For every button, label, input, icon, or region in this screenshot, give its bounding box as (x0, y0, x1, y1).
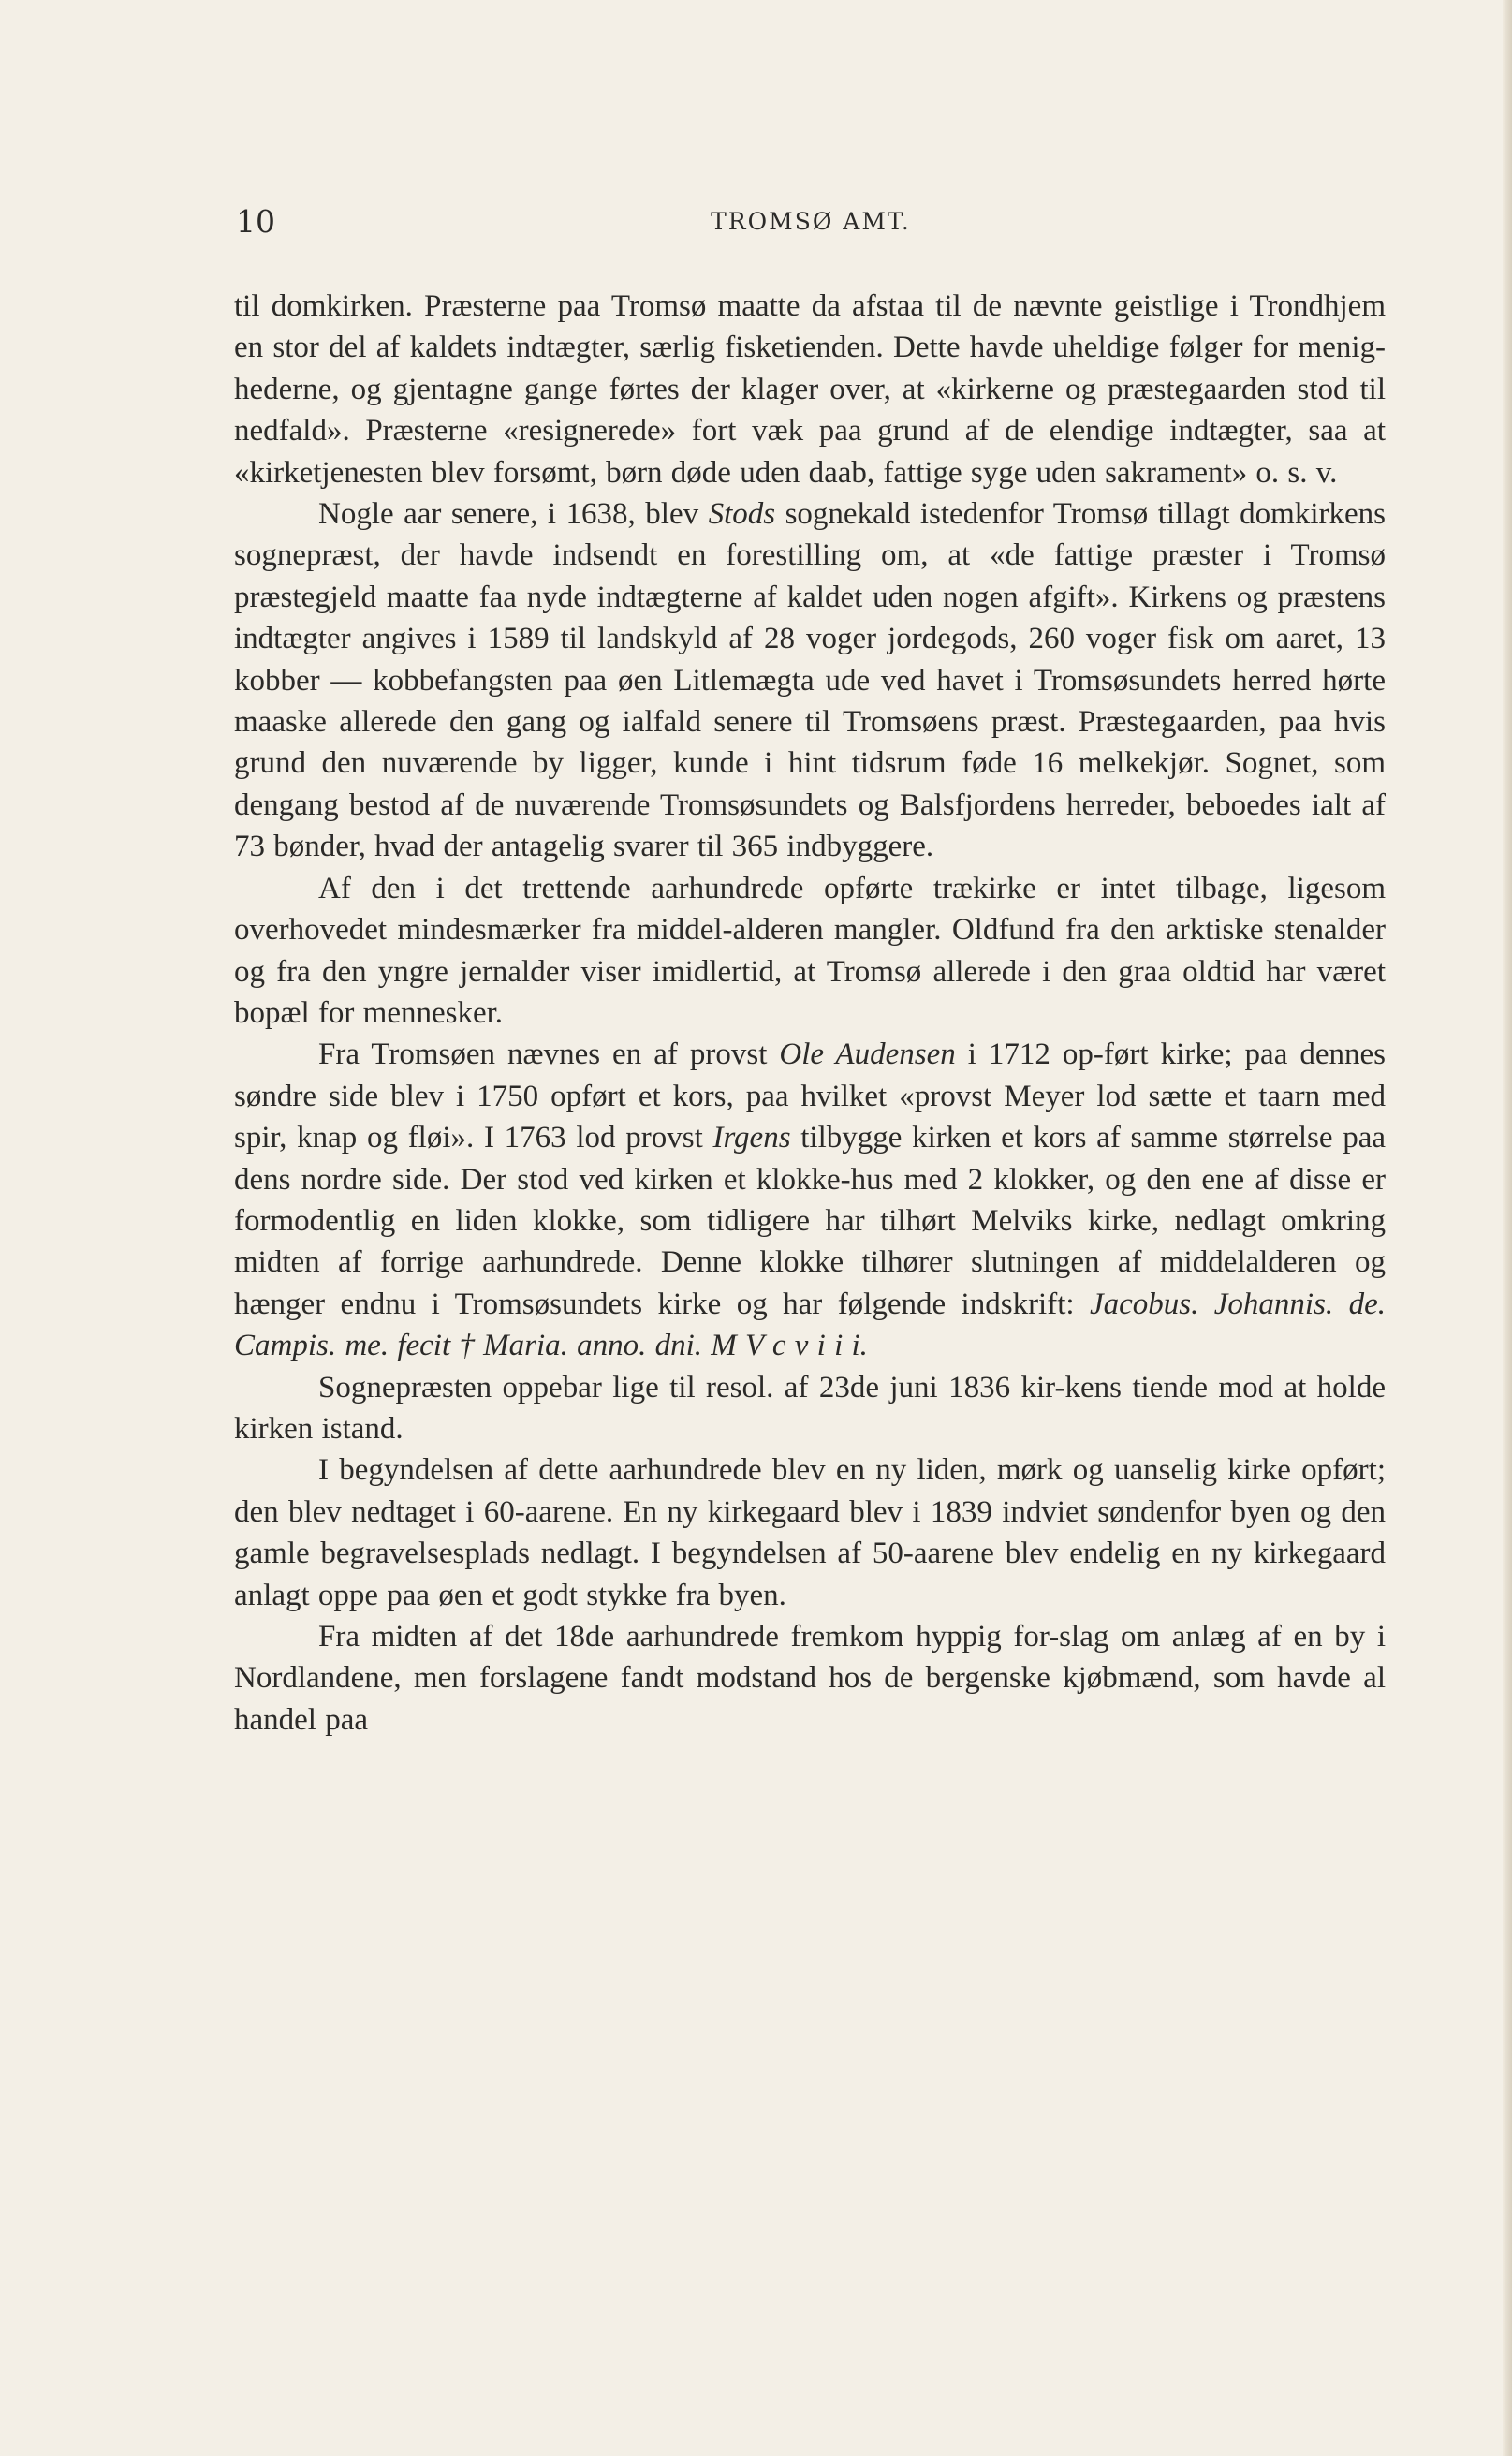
text-run: i 1712 op-ført kirke; paa dennes søndre side blev i 1750 opført et kors, paa hvilket «provst Meyer lod sætte et taarn med spir, knap og fløi». I 1763 lod provst (234, 1037, 1386, 1155)
italic-text: Jacobus. Johannis. de. Campis. me. fecit † Maria. anno. dni. M V c v i i i. (234, 1287, 1386, 1363)
italic-text: Irgens (712, 1121, 791, 1155)
paragraph (234, 1367, 1386, 1450)
page-header (236, 201, 1386, 243)
text-run: Fra Tromsøen nævnes en af provst (318, 1037, 780, 1072)
text-run: til domkirken. Præsterne paa Tromsø maatte da afstaa til de nævnte geistlige i Trondhjem en stor del af kaldets indtægter, særlig fisketienden. Dette havde uheldige følger for menig-hederne, og gjentagne gange førtes der klager over, at «kirkerne og præstegaarden stod til nedfald». Præsterne «resignerede» fort væk paa grund af de elendige indtægter, saa at «kirketjenesten blev forsømt, børn døde uden daab, fattige syge uden sakrament» o. s. v. (234, 289, 1386, 490)
page-number: 10 (236, 203, 275, 240)
text-run: Nogle aar senere, i 1638, blev (318, 497, 709, 532)
text-run: sognekald istedenfor Tromsø tillagt domkirkens sognepræst, der havde indsendt en forestilling om, at «de fattige præster i Tromsø præstegjeld maatte faa nyde indtægterne af kaldet uden nogen afgift». Kirkens og præstens indtægter angives i 1589 til landskyld af 28 voger jordegods, 260 voger fisk om aaret, 13 kobber — kobbefangsten paa øen Litlemægta ude ved havet i Tromsøsundets herred hørte maaske allerede den gang og ialfald senere til Tromsøens præst. Præstegaarden, paa hvis grund den nuværende by ligger, kunde i hint tidsrum føde 16 melkekjør. Sognet, som dengang bestod af de nuværende Tromsøsundets og Balsfjordens herreder, beboedes ialt af 73 bønder, hvad der antagelig svarer til 365 indbyggere. (234, 497, 1386, 864)
text-run: Fra midten af det 18de aarhundrede fremkom hyppig for-slag om anlæg af en by i Nordlandene, men forslagene fandt modstand hos de bergenske kjøbmænd, som havde al handel paa (234, 1620, 1386, 1737)
paragraph (234, 1616, 1386, 1741)
italic-text: Stods (708, 497, 776, 532)
text-run: Af den i det trettende aarhundrede opførte trækirke er intet tilbage, ligesom overhovedet mindesmærker fra middel-alderen mangler. Oldfund fra den arktiske stenalder og fra den yngre jernalder viser imidlertid, at Tromsø allerede i den graa oldtid har været bopæl for mennesker. (234, 871, 1386, 1030)
text-run: Sognepræsten oppebar lige til resol. af 23de juni 1836 kir-kens tiende mod at holde kirken istand. (234, 1370, 1386, 1446)
body-text (234, 286, 1386, 1741)
paragraph (234, 1449, 1386, 1616)
paragraph (234, 493, 1386, 868)
running-title: TROMSØ AMT. (711, 208, 911, 235)
page-edge (1503, 0, 1512, 2456)
text-run: tilbygge kirken et kors af samme størrelse paa dens nordre side. Der stod ved kirken et klokke-hus med 2 klokker, og den ene af disse er formodentlig en liden klokke, som tidligere har tilhørt Melviks kirke, nedlagt omkring midten af forrige aarhundrede. Denne klokke tilhører slutningen af middelalderen og hænger endnu i Tromsøsundets kirke og har følgende indskrift: (234, 1121, 1386, 1321)
italic-text: Ole Audensen (779, 1037, 956, 1072)
paragraph (234, 286, 1386, 493)
paragraph (234, 1034, 1386, 1366)
paragraph (234, 868, 1386, 1035)
text-run: I begyndelsen af dette aarhundrede blev en ny liden, mørk og uanselig kirke opført; den blev nedtaget i 60-aarene. En ny kirkegaard blev i 1839 indviet søndenfor byen og den gamle begravelsesplads nedlagt. I begyndelsen af 50-aarene blev endelig en ny kirkegaard anlagt oppe paa øen et godt stykke fra byen. (234, 1453, 1386, 1612)
